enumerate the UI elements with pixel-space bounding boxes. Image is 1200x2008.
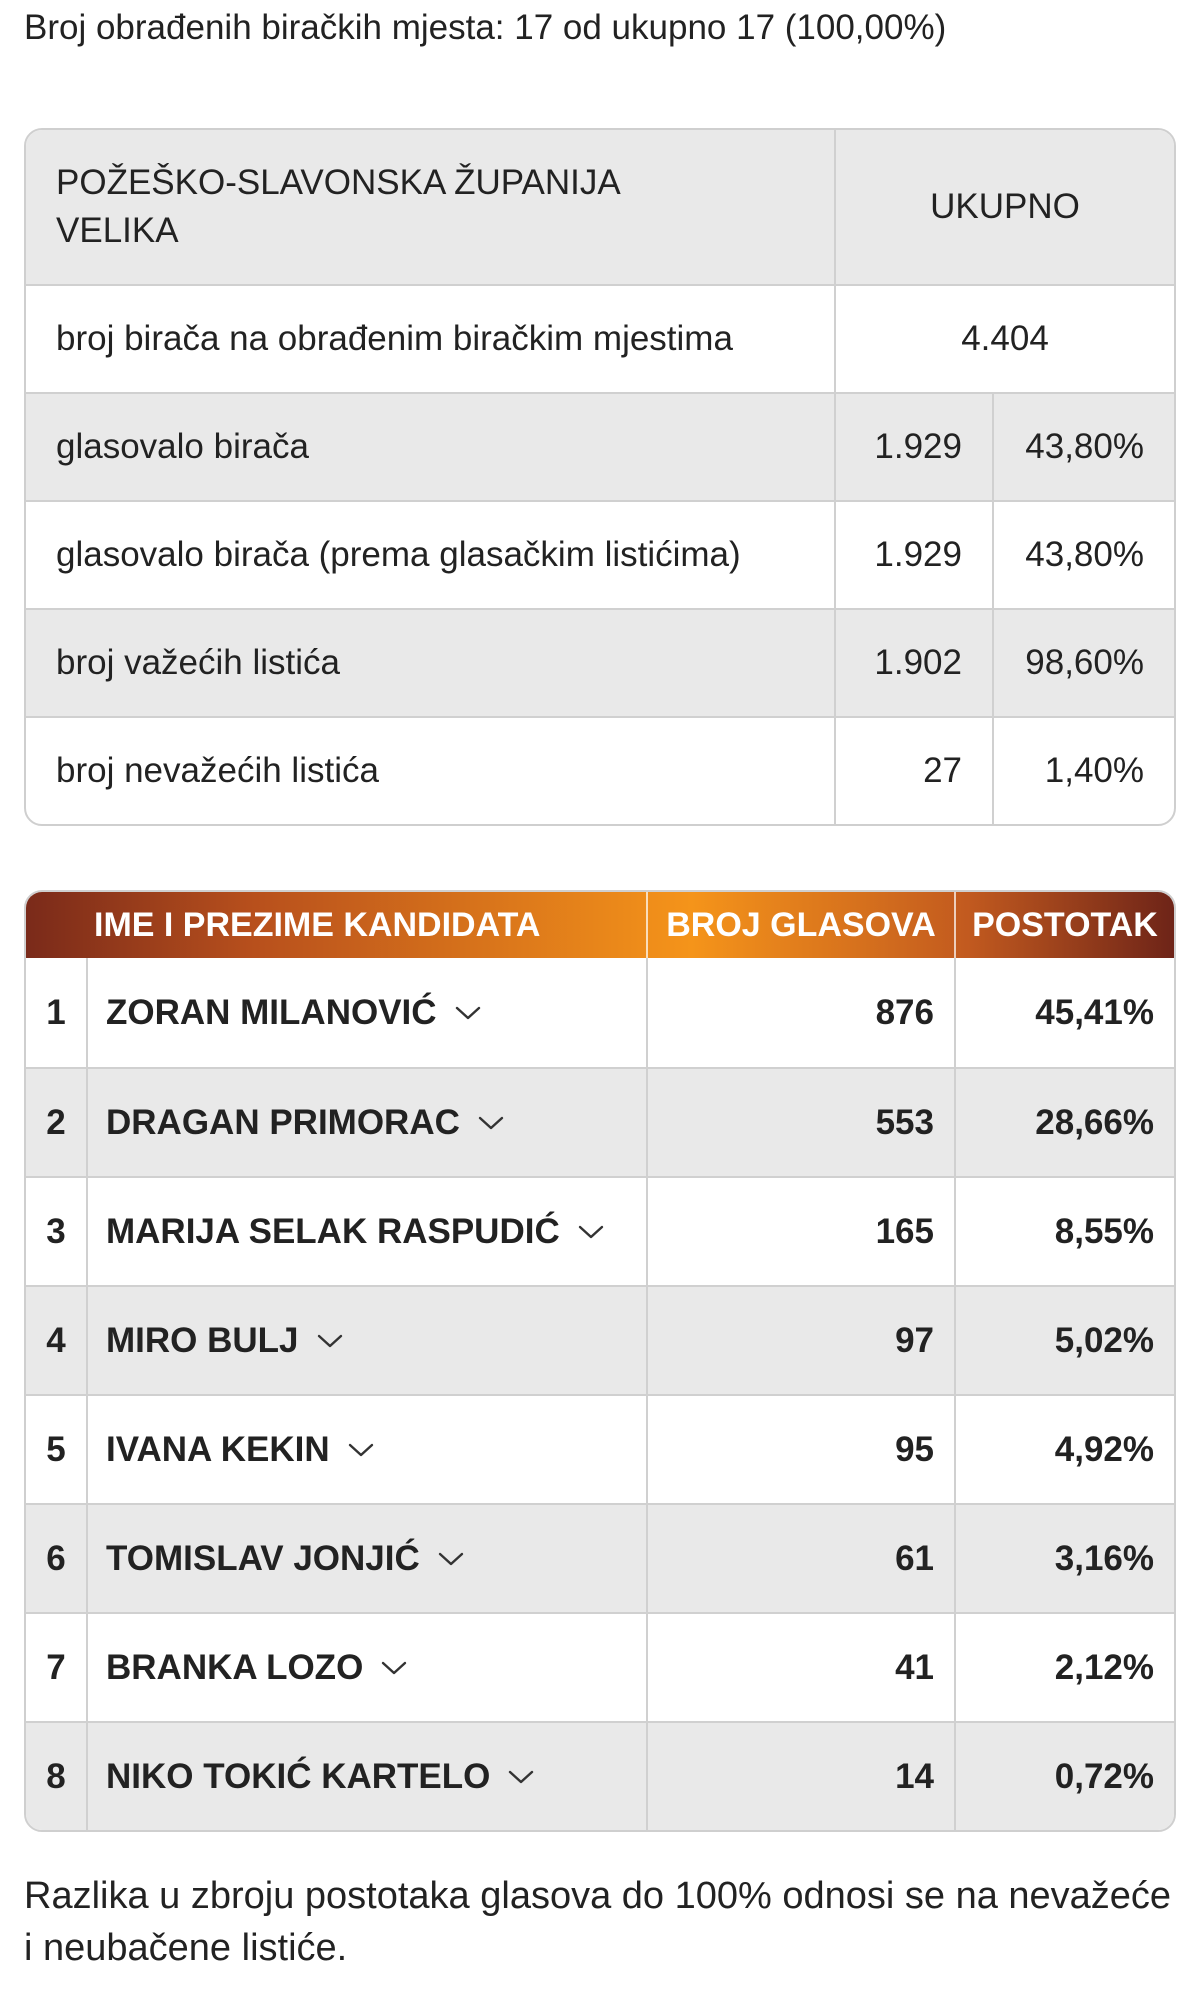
votes-column-header: BROJ GLASOVA — [648, 892, 956, 958]
candidate-rank: 5 — [26, 1396, 88, 1503]
candidate-name-cell[interactable] — [88, 1178, 648, 1285]
county-name: POŽEŠKO-SLAVONSKA ŽUPANIJA — [56, 163, 621, 202]
total-column-header: UKUPNO — [930, 187, 1080, 226]
candidate-votes: 553 — [648, 1069, 956, 1176]
row-label: glasovalo birača (prema glasačkim listićima) — [26, 502, 836, 608]
chevron-down-icon[interactable] — [438, 1550, 464, 1568]
table-row — [26, 392, 1174, 500]
percentage-footnote: Razlika u zbroju postotaka glasova do 100% odnosi se na nevažeće i neubačene listiće. — [24, 1875, 1172, 1969]
candidate-name-column-header: IME I PREZIME KANDIDATA — [26, 892, 648, 958]
chevron-down-icon[interactable] — [455, 1004, 481, 1022]
chevron-down-icon[interactable] — [508, 1768, 534, 1786]
row-percent: 1,40% — [1044, 751, 1144, 790]
row-count: 1.929 — [836, 394, 994, 500]
row-total: 4.404 — [961, 319, 1049, 358]
candidate-rank: 3 — [26, 1178, 88, 1285]
candidate-percent: 3,16% — [1054, 1538, 1154, 1578]
candidate-votes: 61 — [648, 1505, 956, 1612]
candidate-name: TOMISLAV JONJIĆ — [106, 1538, 420, 1578]
candidate-name-cell[interactable] — [88, 1287, 648, 1394]
candidate-percent: 8,55% — [1054, 1211, 1154, 1251]
candidate-name-cell[interactable] — [88, 1614, 648, 1721]
candidate-name-cell[interactable] — [88, 1396, 648, 1503]
table-row[interactable] — [26, 1285, 1174, 1394]
row-count: 1.902 — [836, 610, 994, 716]
candidate-votes: 876 — [648, 958, 956, 1067]
candidate-percent: 28,66% — [1035, 1102, 1154, 1142]
chevron-down-icon[interactable] — [578, 1223, 604, 1241]
row-label: broj važećih listića — [26, 610, 836, 716]
candidate-votes: 165 — [648, 1178, 956, 1285]
table-row[interactable] — [26, 1612, 1174, 1721]
candidate-rank: 4 — [26, 1287, 88, 1394]
candidate-name: IVANA KEKIN — [106, 1429, 330, 1469]
table-row[interactable] — [26, 1721, 1174, 1830]
county-name-cell — [26, 130, 836, 284]
table-row[interactable] — [26, 1394, 1174, 1503]
candidate-votes: 95 — [648, 1396, 956, 1503]
candidate-name: BRANKA LOZO — [106, 1647, 364, 1687]
candidate-name: MARIJA SELAK RASPUDIĆ — [106, 1211, 560, 1251]
candidate-name-cell[interactable] — [88, 1723, 648, 1830]
candidate-name-cell[interactable] — [88, 958, 648, 1067]
candidate-votes: 41 — [648, 1614, 956, 1721]
candidate-rank: 8 — [26, 1723, 88, 1830]
candidate-percent: 0,72% — [1054, 1756, 1154, 1796]
candidate-name: MIRO BULJ — [106, 1320, 299, 1360]
chevron-down-icon[interactable] — [381, 1659, 407, 1677]
row-count: 1.929 — [836, 502, 994, 608]
turnout-table-header — [26, 130, 1174, 284]
candidate-percent: 45,41% — [1035, 992, 1154, 1032]
percent-column-header: POSTOTAK — [972, 905, 1158, 944]
processed-stations-summary: Broj obrađenih biračkih mjesta: 17 od ukupno 17 (100,00%) — [24, 8, 947, 47]
table-row[interactable] — [26, 1503, 1174, 1612]
table-row[interactable] — [26, 958, 1174, 1067]
candidate-percent: 5,02% — [1054, 1320, 1154, 1360]
candidates-table-header — [26, 892, 1174, 958]
turnout-table — [24, 128, 1176, 826]
chevron-down-icon[interactable] — [348, 1441, 374, 1459]
table-row — [26, 716, 1174, 824]
table-row[interactable] — [26, 1176, 1174, 1285]
candidate-name: DRAGAN PRIMORAC — [106, 1102, 460, 1142]
candidate-rank: 2 — [26, 1069, 88, 1176]
chevron-down-icon[interactable] — [478, 1114, 504, 1132]
chevron-down-icon[interactable] — [317, 1332, 343, 1350]
table-row — [26, 500, 1174, 608]
row-percent: 98,60% — [1025, 643, 1144, 682]
table-row — [26, 608, 1174, 716]
table-row[interactable] — [26, 1067, 1174, 1176]
municipality-name: VELIKA — [56, 211, 179, 250]
candidate-votes: 97 — [648, 1287, 956, 1394]
candidate-name-cell[interactable] — [88, 1505, 648, 1612]
candidate-name-cell[interactable] — [88, 1069, 648, 1176]
candidate-votes: 14 — [648, 1723, 956, 1830]
candidate-rank: 7 — [26, 1614, 88, 1721]
candidate-name: ZORAN MILANOVIĆ — [106, 992, 437, 1032]
row-label: glasovalo birača — [26, 394, 836, 500]
candidate-rank: 6 — [26, 1505, 88, 1612]
row-label: broj nevažećih listića — [26, 718, 836, 824]
candidate-rank: 1 — [26, 958, 88, 1067]
row-percent: 43,80% — [1025, 427, 1144, 466]
candidate-name: NIKO TOKIĆ KARTELO — [106, 1756, 491, 1796]
candidate-percent: 2,12% — [1054, 1647, 1154, 1687]
candidates-table — [24, 890, 1176, 1832]
table-row — [26, 284, 1174, 392]
row-label: broj birača na obrađenim biračkim mjestima — [26, 286, 836, 392]
row-count: 27 — [836, 718, 994, 824]
row-percent: 43,80% — [1025, 535, 1144, 574]
candidate-percent: 4,92% — [1054, 1429, 1154, 1469]
